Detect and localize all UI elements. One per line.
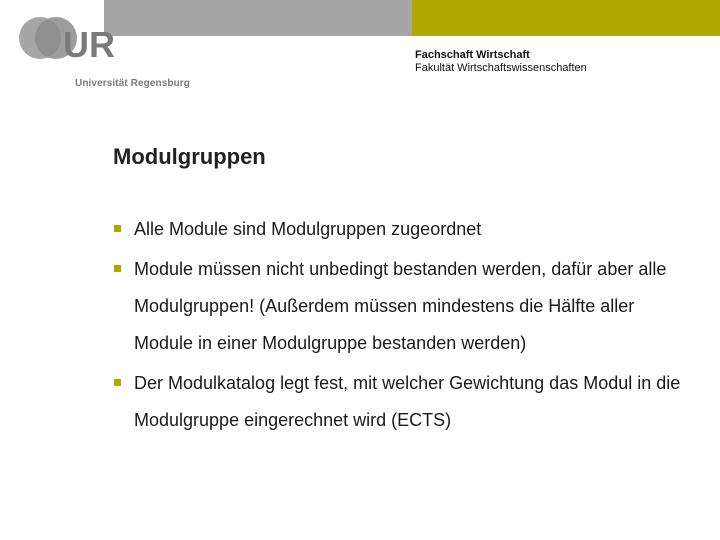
bullet-item: [114, 365, 694, 439]
bullet-list: [114, 211, 694, 439]
bullet-square-icon: [114, 225, 121, 232]
header-line-2: Fakultät Wirtschaftswissenschaften: [415, 62, 587, 74]
bullet-text: Der Modulkatalog legt fest, mit welcher Gewichtung das Modul in die Modulgruppe eingerechnet wird (ECTS): [134, 373, 681, 430]
slide-title: Modulgruppen: [113, 144, 266, 169]
bullet-item: [114, 251, 694, 362]
faculty-header: [415, 49, 587, 75]
header-bar-olive: [412, 0, 720, 36]
university-name: Universität Regensburg: [75, 78, 191, 89]
header-line-1: Fachschaft Wirtschaft: [415, 49, 530, 61]
bullet-square-icon: [114, 379, 121, 386]
bullet-item: [114, 211, 694, 248]
bullet-square-icon: [114, 265, 121, 272]
logo-initials: UR: [63, 24, 115, 65]
bullet-text: Module müssen nicht unbedingt bestanden werden, dafür aber alle Modulgruppen! (Außerdem müssen mindestens die Hälfte aller Module in einer Modulgruppe bestanden werden): [134, 259, 667, 353]
bullet-text: Alle Module sind Modulgruppen zugeordnet: [134, 219, 482, 239]
